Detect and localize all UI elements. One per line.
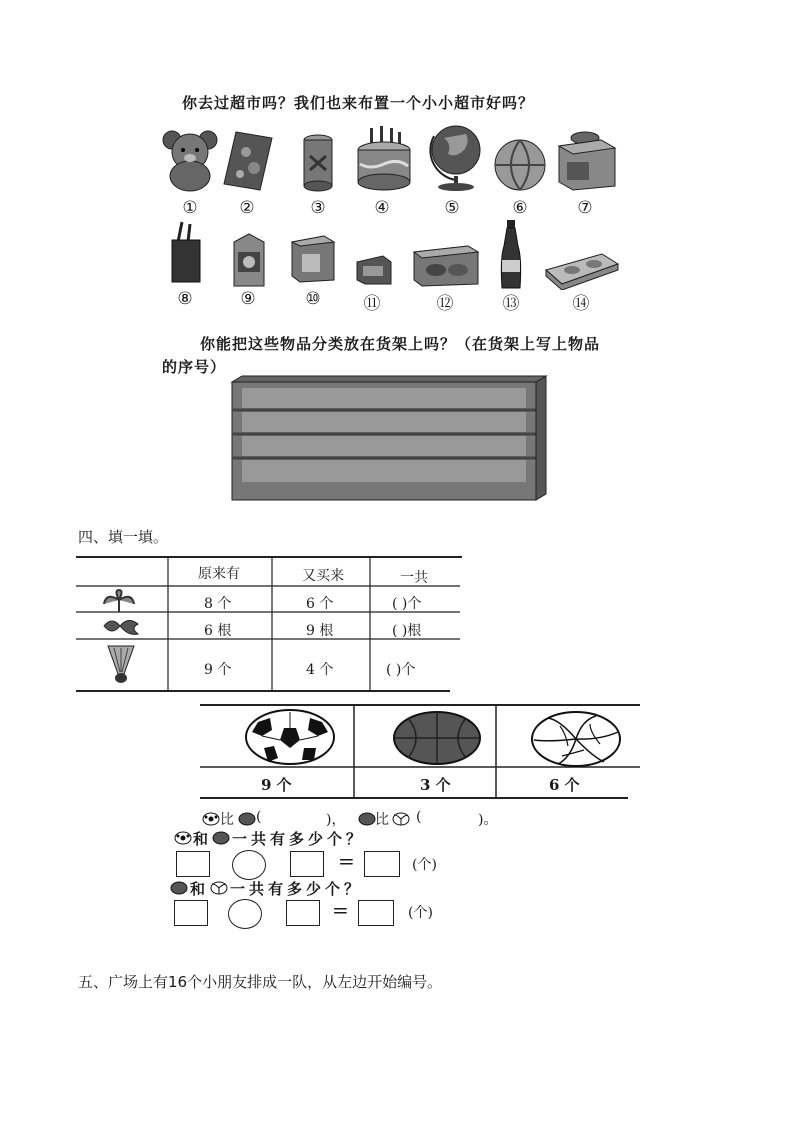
shelf-question-line1: 你能把这些物品分类放在货架上吗？（在货架上写上物品 — [200, 335, 601, 353]
item-number: ④ — [374, 198, 390, 218]
answer-box[interactable] — [286, 900, 320, 926]
soccer-ball-icon — [174, 831, 192, 845]
item-number: ⑭ — [572, 294, 590, 314]
table-cell-total[interactable]: ( )个 — [392, 596, 422, 612]
unit-label: (个) — [412, 857, 437, 873]
question-and: 和 — [190, 880, 206, 898]
answer-blank-close[interactable]: )。 — [478, 812, 498, 828]
basketball-icon — [358, 812, 376, 826]
section4-title: 四、填一填。 — [78, 528, 169, 546]
compare-word: 比 — [220, 812, 234, 828]
table-header: 又买来 — [302, 568, 344, 584]
equals-sign: = — [332, 898, 349, 922]
table-header: 一共 — [400, 570, 428, 586]
item-number: ⑧ — [177, 289, 193, 309]
answer-box[interactable] — [364, 851, 400, 877]
item-number: ⑩ — [305, 289, 321, 309]
item-number: ⑦ — [577, 198, 593, 218]
milk-carton-icon — [230, 232, 268, 288]
small-box-icon — [355, 254, 393, 286]
question-text: 一共有多少个？ — [232, 830, 366, 848]
item-number: ⑬ — [502, 294, 520, 314]
operator-circle[interactable] — [228, 899, 262, 929]
ball-count: 3 个 — [420, 776, 451, 794]
table-cell-original: 8 个 — [204, 596, 232, 612]
ball-count: 6 个 — [549, 776, 580, 794]
shelf[interactable] — [230, 374, 548, 502]
badminton-shuttlecock-icon — [100, 642, 140, 686]
soccer-ball-icon — [202, 812, 220, 826]
pen-holder-icon — [168, 220, 204, 284]
item-number: ② — [239, 198, 255, 218]
pencil-case-icon — [542, 250, 620, 290]
volleyball-icon — [530, 710, 622, 768]
section5-title: 五、广场上有16个小朋友排成一队，从左边开始编号。 — [78, 973, 443, 991]
item-number: ③ — [310, 198, 326, 218]
ball-count: 9 个 — [261, 776, 292, 794]
basketball-icon — [212, 831, 230, 845]
answer-blank-close[interactable]: )， — [326, 812, 346, 828]
basketball-icon — [238, 812, 256, 826]
answer-box[interactable] — [176, 851, 210, 877]
answer-box[interactable] — [174, 900, 208, 926]
supermarket-intro: 你去过超市吗？我们也来布置一个小小超市好吗？ — [182, 94, 535, 112]
birthday-cake-icon — [356, 124, 412, 192]
table-cell-bought: 6 个 — [306, 596, 334, 612]
ribbon-icon — [100, 614, 142, 638]
book-icon — [222, 130, 274, 192]
basketball-icon — [170, 881, 188, 895]
table-cell-bought: 9 根 — [306, 623, 334, 639]
gift-box-icon — [555, 124, 619, 192]
unit-label: (个) — [408, 905, 433, 921]
item-number: ⑪ — [363, 294, 381, 314]
basketball-icon — [392, 710, 482, 766]
table-cell-bought: 4 个 — [306, 662, 334, 678]
food-box-icon — [412, 244, 480, 288]
cola-bottle-icon — [496, 218, 526, 290]
operator-circle[interactable] — [232, 850, 266, 880]
shelf-question-line2: 的序号） — [162, 358, 227, 376]
teddy-bear-icon — [160, 126, 220, 192]
table-cell-total[interactable]: ( )个 — [386, 662, 416, 678]
ball-icon — [492, 138, 548, 192]
question-text: 一共有多少个？ — [230, 880, 364, 898]
answer-box[interactable] — [358, 900, 394, 926]
item-number: ⑫ — [436, 294, 454, 314]
can-icon — [302, 134, 334, 192]
item-number: ⑥ — [512, 198, 528, 218]
table-cell-original: 9 个 — [204, 662, 232, 678]
table-header: 原来有 — [198, 566, 240, 582]
answer-blank-open: ( — [416, 809, 422, 825]
shuttlecock-feather-icon — [102, 588, 136, 614]
table-cell-total[interactable]: ( )根 — [392, 623, 422, 639]
volleyball-icon — [210, 881, 228, 895]
item-number: ⑤ — [444, 198, 460, 218]
item-number: ① — [182, 198, 198, 218]
volleyball-icon — [392, 812, 410, 826]
globe-icon — [426, 122, 484, 192]
equals-sign: = — [338, 849, 355, 873]
item-number: ⑨ — [240, 289, 256, 309]
question-and: 和 — [193, 830, 209, 848]
tea-box-icon — [288, 232, 338, 284]
soccer-ball-icon — [244, 708, 336, 766]
answer-blank-open: ( — [256, 809, 262, 825]
table-cell-original: 6 根 — [204, 623, 232, 639]
answer-box[interactable] — [290, 851, 324, 877]
compare-word: 比 — [375, 812, 389, 828]
